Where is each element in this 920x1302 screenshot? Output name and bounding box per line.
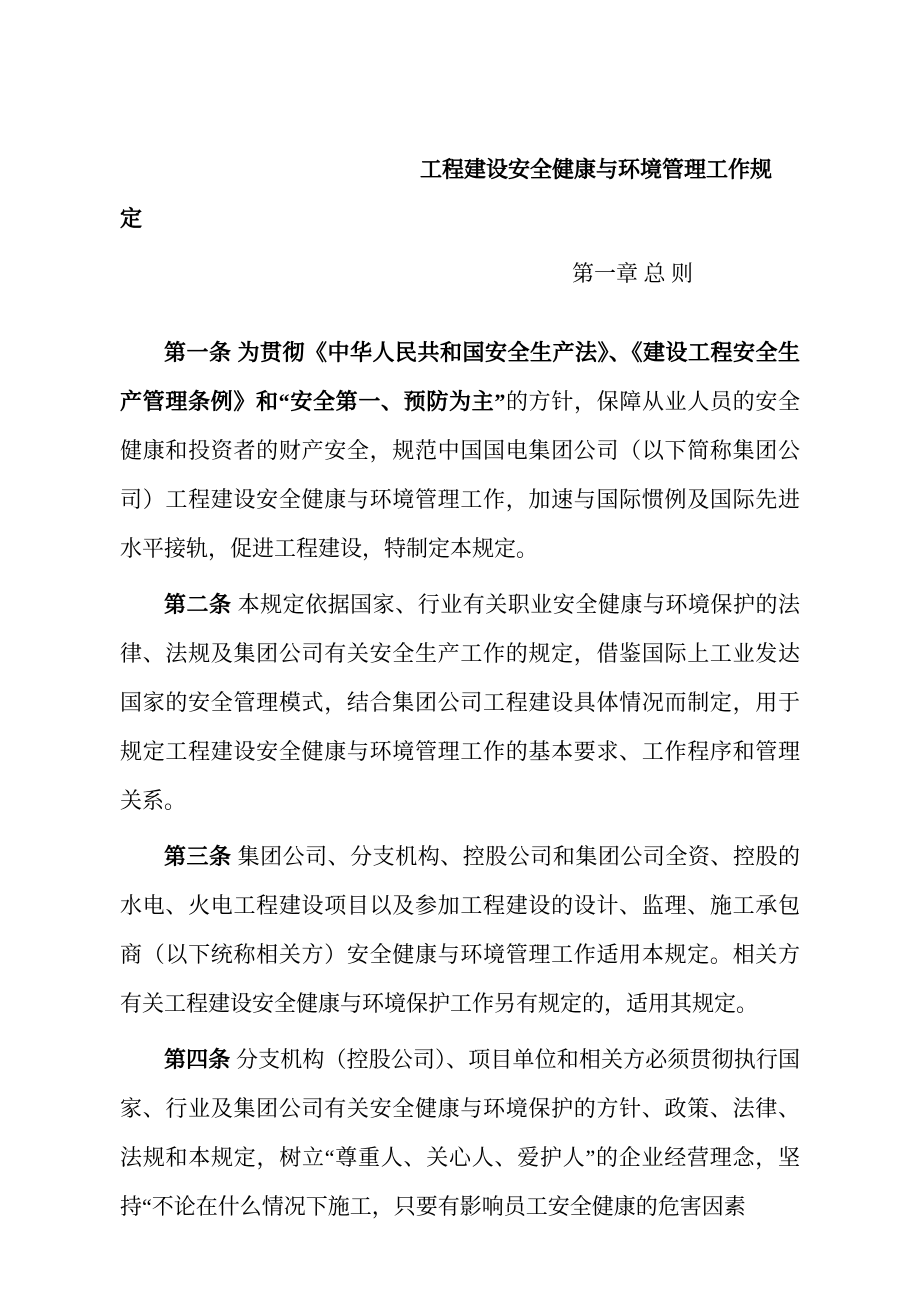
text-run: 第四条 (164, 1047, 236, 1072)
paragraph (120, 580, 800, 825)
text-run: 本规定依据国家、行业有关职业安全健康与环境保护的法律、法规及集团公司有关安全生产工作的规定，借鉴国际上工业发达国家的安全管理模式，结合集团公司工程建设具体情况而制定，用于规定工程建设安全健康与环境管理工作的基本要求、工作程序和管理关系。 (120, 592, 800, 813)
paragraph (120, 832, 800, 1028)
text-run: 集团公司、分支机构、控股公司和集团公司全资、控股的水电、火电工程建设项目以及参加工程建设的设计、监理、施工承包商（以下统称相关方）安全健康与环境管理工作适用本规定。相关方有关工程建设安全健康与环境保护工作另有规定的，适用其规定。 (120, 844, 800, 1016)
text-run: 的方针，保障从业人员的安全健康和投资者的财产安全，规范中国国电集团公司（以下简称集团公司）工程建设安全健康与环境管理工作，加速与国际惯例及国际先进水平接轨，促进工程建设，特制定本规定。 (120, 389, 800, 561)
text-run: 第二条 (164, 592, 238, 617)
chapter-heading: 第一章 总 则 (572, 261, 694, 286)
document-title (120, 145, 800, 243)
paragraph (120, 328, 800, 573)
text-run: 第一条 为贯彻《中华人民共和国安全生产法》、《建设工程安全生产管理条例》和“安全第一、预防为主” (120, 340, 800, 414)
paragraph (120, 1035, 800, 1231)
text-run: 分支机构（控股公司）、项目单位和相关方必须贯彻执行国家、行业及集团公司有关安全健康与环境保护的方针、政策、法律、法规和本规定，树立“尊重人、关心人、爱护人”的企业经营理念，坚持“不论在什么情况下施工，只要有影响员工安全健康的危害因素 (120, 1047, 800, 1219)
document-body (120, 328, 800, 1231)
title-line-1: 工程建设安全健康与环境管理工作规 (420, 157, 773, 182)
title-line-2: 定 (120, 206, 143, 231)
text-run: 第三条 (164, 844, 238, 869)
